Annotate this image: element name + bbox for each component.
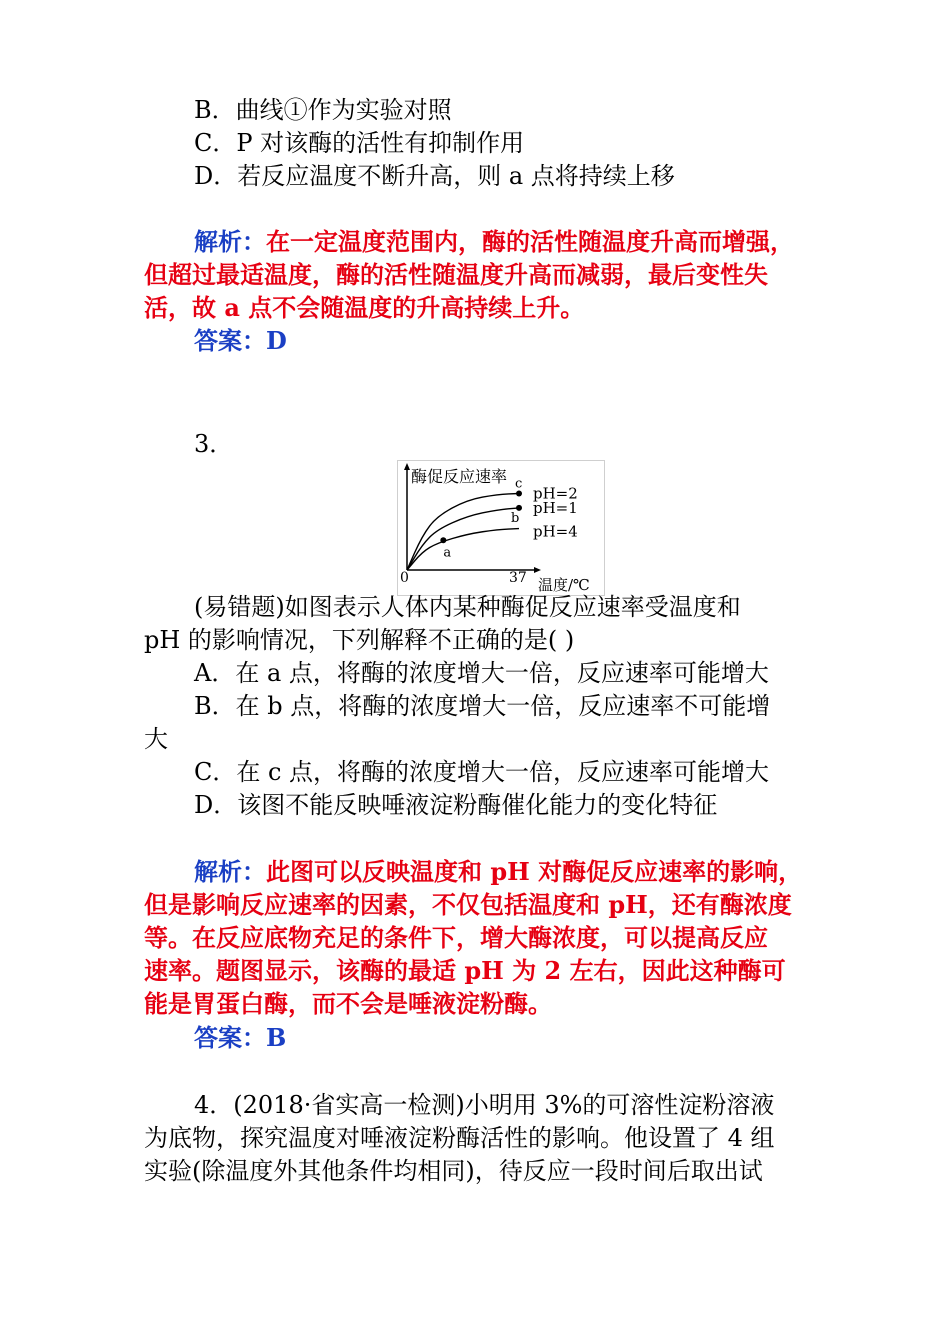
q3-option-c: C．在 c 点，将酶的浓度增大一倍，反应速率可能增大 [194, 758, 770, 786]
point-label-a: a [443, 545, 452, 561]
q4-line-1: 4．(2018·省实高一检测)小明用 3%的可溶性淀粉溶液 [194, 1091, 775, 1119]
q3-analysis-line-2: 但是影响反应速率的因素，不仅包括温度和 pH，还有酶浓度 [144, 890, 792, 919]
q2-answer: 答案：D [194, 326, 287, 355]
q3-analysis-text-1: 此图可以反映温度和 pH 对酶促反应速率的影响， [266, 857, 803, 886]
series-label-ph-1: pH=1 [533, 498, 578, 517]
x-axis-label: 温度/℃ [538, 576, 590, 594]
q3-option-b-line-1: B．在 b 点，将酶的浓度增大一倍，反应速率不可能增 [194, 692, 771, 720]
series-layer [407, 477, 578, 571]
q3-analysis-line-1 [194, 856, 802, 888]
q3-option-d: D．该图不能反映唾液淀粉酶催化能力的变化特征 [194, 791, 718, 819]
series-label-ph-4: pH=4 [533, 522, 578, 541]
q3-analysis-line-5: 能是胃蛋白酶，而不会是唾液淀粉酶。 [144, 989, 552, 1018]
q3-stem-line-1: (易错题)如图表示人体内某种酶促反应速率受温度和 [194, 593, 741, 621]
x-tick-0: 0 [400, 570, 409, 586]
q2-analysis-text-1: 在一定温度范围内，酶的活性随温度升高而增强， [266, 227, 794, 256]
q3-stem-line-2: pH 的影响情况，下列解释不正确的是( ) [144, 626, 575, 654]
q2-analysis-line-2: 但超过最适温度，酶的活性随温度升高而减弱，最后变性失 [144, 260, 768, 289]
x-axis-arrow [534, 567, 541, 573]
q2-analysis-line-1 [194, 226, 794, 258]
q3-analysis-label: 解析： [194, 857, 266, 886]
q2-analysis-line-3: 活，故 a 点不会随温度的升高持续上升。 [144, 293, 585, 322]
series-line-ph-2 [407, 494, 519, 571]
q3-number: 3． [194, 430, 234, 458]
q2-analysis-label: 解析： [194, 227, 266, 256]
point-label-b: b [511, 510, 520, 526]
series-label-ph-2: pH=2 [533, 484, 578, 503]
series-line-ph-1 [407, 508, 519, 570]
q3-option-a: A．在 a 点，将酶的浓度增大一倍，反应速率可能增大 [194, 659, 769, 687]
q3-option-b-line-2: 大 [144, 725, 168, 753]
q2-option-d: D．若反应温度不断升高，则 a 点将持续上移 [194, 162, 675, 190]
y-axis-label: 酶促反应速率 [411, 467, 508, 486]
q3-answer: 答案：B [194, 1023, 287, 1052]
q4-line-3: 实验(除温度外其他条件均相同)，待反应一段时间后取出试 [144, 1157, 763, 1185]
point-a [440, 537, 446, 543]
q3-chart [397, 460, 605, 596]
point-label-c: c [515, 476, 523, 492]
q3-analysis-line-3: 等。在反应底物充足的条件下，增大酶浓度，可以提高反应 [144, 923, 768, 952]
q3-analysis-line-4: 速率。题图显示，该酶的最适 pH 为 2 左右，因此这种酶可 [144, 956, 786, 985]
q4-line-2: 为底物，探究温度对唾液淀粉酶活性的影响。他设置了 4 组 [144, 1124, 775, 1152]
q2-option-c: C．P 对该酶的活性有抑制作用 [194, 129, 525, 157]
x-tick-37: 37 [509, 570, 527, 586]
q2-option-b: B．曲线①作为实验对照 [194, 96, 452, 124]
y-axis-arrow [404, 463, 410, 470]
